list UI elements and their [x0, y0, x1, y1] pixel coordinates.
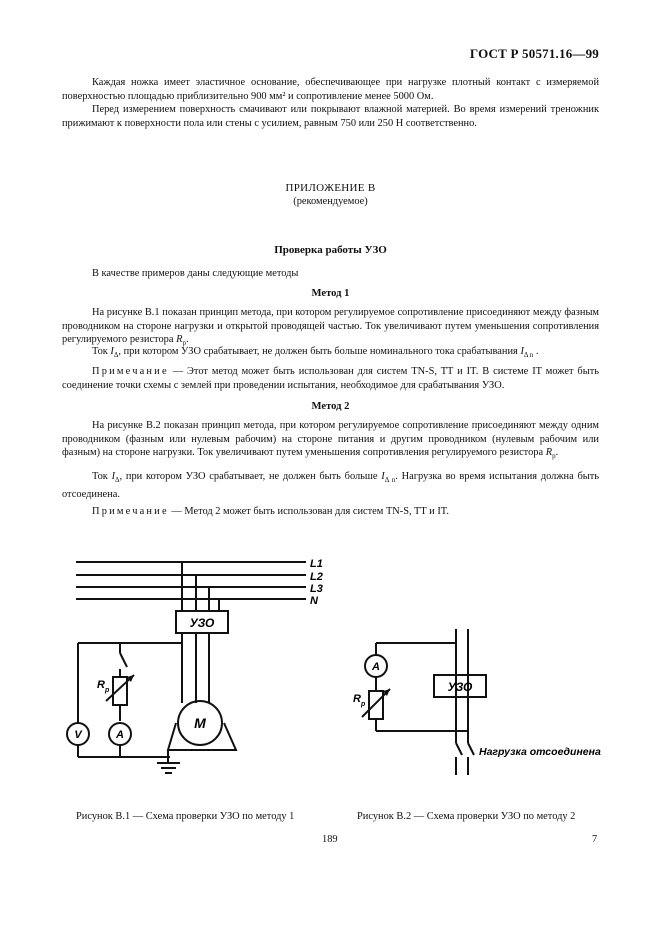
method2-p2-lead: Ток [92, 471, 108, 482]
rated-current-symbol: I [381, 471, 385, 482]
rcd-label-1: УЗО [189, 616, 215, 630]
label-l3: L3 [310, 583, 323, 595]
page-number-center: 189 [322, 834, 338, 845]
figure-2-caption: Рисунок В.2 — Схема проверки УЗО по методу 2 [357, 811, 576, 822]
method2-paragraph-2 [62, 470, 599, 501]
ammeter-label-2: A [372, 661, 380, 673]
resistor-label-2: R [353, 693, 361, 705]
page-number-right: 7 [592, 834, 598, 845]
intro-paragraph-2: Перед измерением поверхность смачивают или покрывают влажной материей. Во время измерений треножник прижимают к поверхности пола или стены с усилием, равным 750 или 250 Н соответственно. [62, 104, 599, 129]
method2-note [62, 505, 599, 519]
resistor-symbol: R [176, 334, 183, 346]
appendix-title: ПРИЛОЖЕНИЕ В [285, 182, 376, 194]
label-l2: L2 [310, 571, 323, 583]
rated-current-subscript: Δ n [523, 351, 534, 360]
resistor-subscript-1: p [105, 687, 110, 694]
method1-note-label: Примечание [92, 366, 169, 377]
resistor-label-1: R [97, 679, 105, 691]
method2-paragraph-1: На рисунке В.2 показан принцип метода, при котором регулируемое сопротивление присоединяют между одним проводником (фазным или нулевым рабочим) на стороне питания и другим проводником (нулевым рабочим или фазным) на стороне нагрузки. Ток увеличивают путем уменьшения сопротивления регулируемого резистора $R_p$. [62, 420, 599, 461]
rcd-label-2: УЗО [447, 680, 473, 694]
figure-1-caption: Рисунок В.1 — Схема проверки УЗО по методу 1 [76, 811, 295, 822]
resistor-subscript: p [182, 339, 186, 348]
method1-note [62, 365, 599, 392]
appendix-lead: В качестве примеров даны следующие методы [92, 268, 299, 279]
resistor-rp-2 [369, 691, 383, 719]
label-n: N [310, 595, 318, 607]
rated-current-subscript: Δ n [384, 476, 396, 485]
resistor-rp-1 [113, 677, 127, 705]
label-l1: L1 [310, 558, 323, 570]
voltmeter-label: V [74, 729, 82, 741]
method2-p2-tail: . Нагрузка во время испытания должна быть отсоединена. [62, 471, 599, 500]
appendix-subtitle: (рекомендуемое) [293, 196, 368, 207]
method1-note-text: — Этот метод может быть использован для систем TN-S, TT и IT. В системе IT может быть соединение точки схемы с землей при проведении испытания, необходимое для срабатывания УЗО. [62, 366, 599, 391]
motor-label: M [194, 715, 206, 731]
resistor-symbol: R [545, 447, 553, 459]
load-disconnected-note: Нагрузка отсоединена [479, 746, 601, 758]
ammeter-label-1: A [116, 729, 124, 741]
figure-1-diagram [0, 545, 661, 785]
method2-p1-text: На рисунке В.2 показан принцип метода, при котором регулируемое сопротивление присоединяют между одним проводником (фазным или нулевым рабочим) на стороне питания и другим проводником (нулевым рабочим или фазным) на стороне нагрузки. Ток увеличивают путем уменьшения сопротивления регулируемого резистора [62, 420, 599, 459]
current-subscript: Δ [113, 351, 119, 360]
standard-header: ГОСТ Р 50571.16—99 [469, 46, 599, 61]
method1-p2-text: , при котором УЗО срабатывает, не должен быть больше номинального тока срабатывания [118, 346, 518, 357]
intro-paragraph-1: Каждая ножка имеет эластичное основание, обеспечивающее при нагрузке плотный контакт с измеряемой поверхностью площадью приблизительно 900 мм² и сопротивление менее 5000 Ом. [62, 77, 599, 102]
current-symbol: I [111, 471, 116, 482]
method1-title: Метод 1 [311, 288, 350, 299]
method2-title: Метод 2 [311, 401, 350, 412]
method2-p2-text: , при котором УЗО срабатывает, не должен быть больше [119, 471, 378, 482]
resistor-subscript-2: p [361, 701, 366, 708]
current-subscript: Δ [115, 476, 120, 485]
method1-paragraph-2: Ток $I_\Delta$, при котором УЗО срабатывает, не должен быть больше номинального тока срабатывания $I_{\Delta n}$ . [92, 346, 539, 360]
rated-current-symbol: I [520, 346, 524, 357]
method2-note-label: Примечание [92, 506, 169, 517]
method2-note-text: — Метод 2 может быть использован для систем TN-S, TT и IT. [171, 506, 449, 517]
resistor-subscript: p [552, 452, 556, 461]
method1-p2-lead: Ток [92, 346, 108, 357]
method1-paragraph-1: На рисунке В.1 показан принцип метода, при котором регулируемое сопротивление присоединяют между фазным проводником на стороне нагрузки и открытой проводящей частью. Ток увеличивают путем уменьшения сопротивления регулируемого резистора $R_p$. [62, 307, 599, 348]
method1-p1-text: На рисунке В.1 показан принцип метода, при котором регулируемое сопротивление присоединяют между фазным проводником на стороне нагрузки и открытой проводящей частью. Ток увеличивают путем уменьшения сопротивления регулируемого резистора [62, 307, 599, 346]
current-symbol: I [110, 346, 114, 357]
section-title: Проверка работы УЗО [274, 244, 387, 256]
